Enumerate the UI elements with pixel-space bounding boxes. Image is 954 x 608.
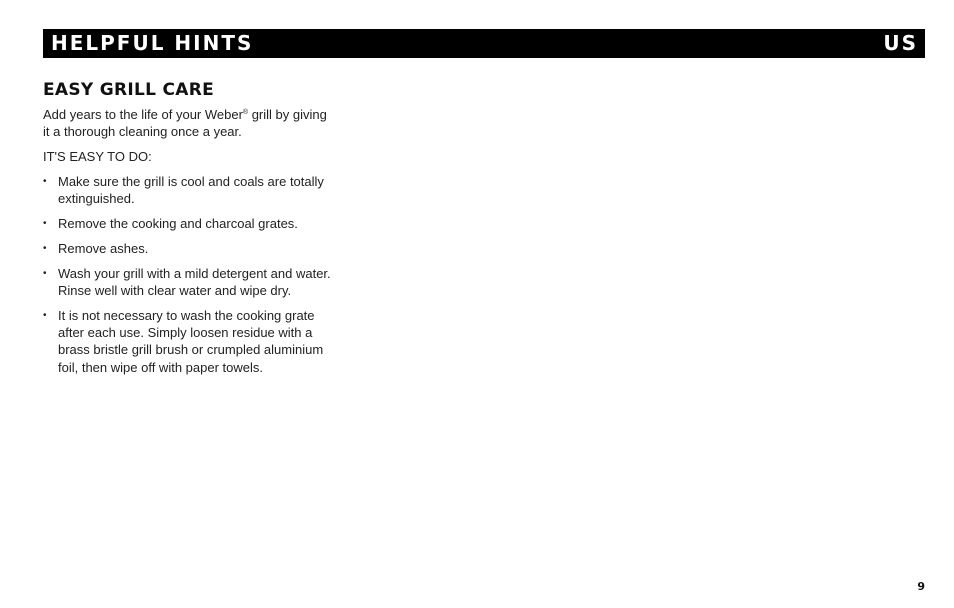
list-item-text: Wash your grill with a mild detergent and water. Rinse well with clear water and wipe dry. [58,265,331,298]
bullet-icon: • [43,242,47,254]
list-item [43,173,333,208]
registered-mark: ® [242,109,249,116]
list-item-text: It is not necessary to wash the cooking grate after each use. Simply loosen residue with a brass bristle grill brush or crumpled aluminium foil, then wipe off with paper towels. [58,307,324,375]
steps-list [43,173,333,376]
header-title: HELPFUL HINTS [51,31,254,55]
main-content [43,79,333,383]
steps-subhead: IT'S EASY TO DO: [43,149,152,164]
page-number: 9 [917,580,925,593]
list-item-text: Remove ashes. [58,240,149,256]
bullet-icon: • [43,176,47,187]
intro-text-start: Add years to the life of your Weber [43,107,243,122]
list-item [43,240,333,257]
list-item-text: Make sure the grill is cool and coals are totally extinguished. [58,174,324,207]
intro-paragraph [43,106,333,140]
header-region-label: US [883,31,918,55]
section-title: EASY GRILL CARE [43,80,215,100]
bullet-icon: • [43,267,47,279]
intro-text-end: grill by giving it a thorough cleaning once a year. [43,107,327,139]
section-header-bar [43,29,925,58]
bullet-icon: • [43,218,47,230]
list-item [43,215,333,232]
list-item-text: Remove the cooking and charcoal grates. [58,216,298,232]
bullet-icon: • [43,309,47,321]
list-item [43,265,333,300]
list-item [43,307,333,376]
